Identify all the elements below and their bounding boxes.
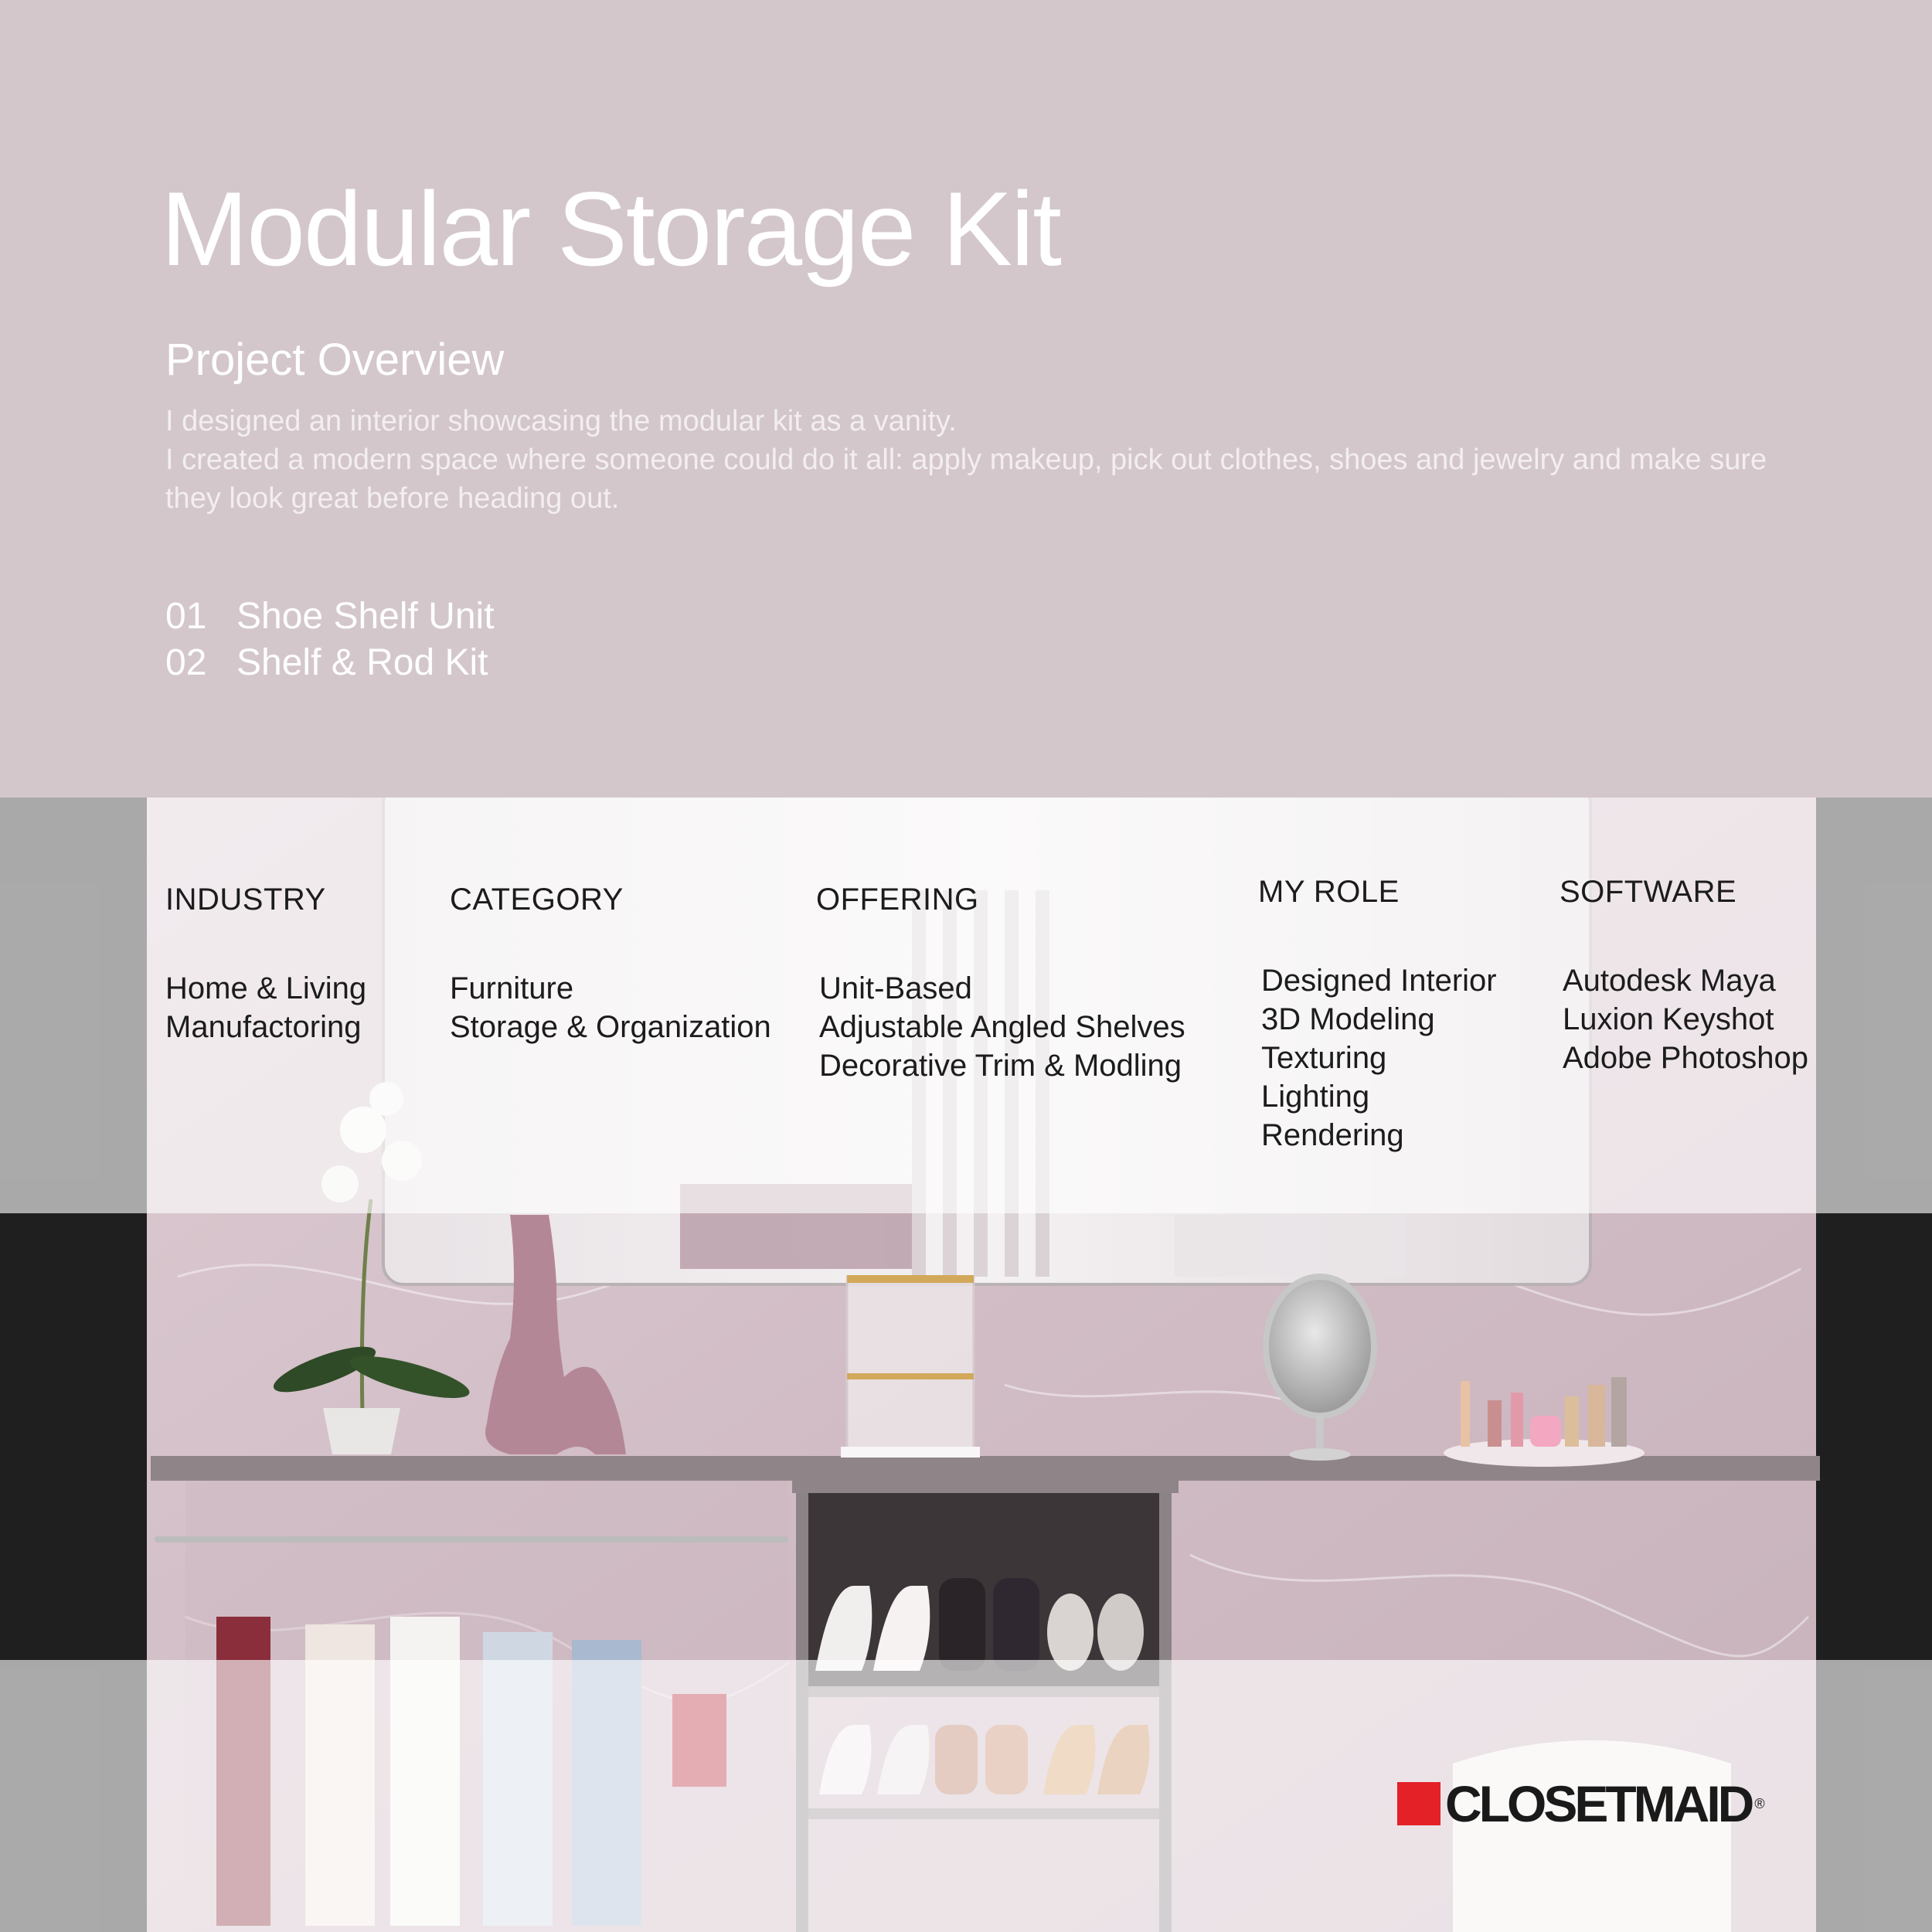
list-item: Adjustable Angled Shelves xyxy=(819,1010,1185,1044)
list-item: 3D Modeling xyxy=(1261,1002,1435,1036)
project-info xyxy=(0,798,1932,1213)
list-item: Autodesk Maya xyxy=(1563,964,1776,998)
overview-line: I designed an interior showcasing the modular kit as a vanity. xyxy=(165,405,957,437)
list-item: Home & Living xyxy=(165,971,367,1005)
part-number: 01 xyxy=(165,596,207,637)
header-panel xyxy=(0,0,1932,798)
logo-square-icon xyxy=(1397,1782,1440,1825)
category-list xyxy=(450,969,771,1046)
role-column xyxy=(1258,875,1497,1152)
industry-column xyxy=(165,883,367,1044)
list-item: Rendering xyxy=(1261,1118,1404,1152)
list-item: Furniture xyxy=(450,971,574,1005)
role-heading: MY ROLE xyxy=(1258,875,1400,909)
part-number: 02 xyxy=(165,642,207,683)
registered-mark: ® xyxy=(1754,1795,1765,1811)
shelf-left xyxy=(151,1456,792,1481)
part-label: Shoe Shelf Unit xyxy=(236,596,495,637)
list-item: Adobe Photoshop xyxy=(1563,1041,1809,1075)
hanging-rod xyxy=(155,1536,788,1543)
vanity-render xyxy=(0,798,1932,1932)
category-heading: CATEGORY xyxy=(450,883,624,917)
industry-list xyxy=(165,969,366,1046)
list-item: Lighting xyxy=(1261,1080,1370,1114)
list-item: Manufactoring xyxy=(165,1010,362,1044)
offering-column xyxy=(816,883,1185,1083)
list-item: Storage & Organization xyxy=(450,1010,771,1044)
list-item: Decorative Trim & Modling xyxy=(819,1049,1182,1083)
offering-list xyxy=(819,969,1185,1085)
list-item: Unit-Based xyxy=(819,971,972,1005)
shoe-unit-top xyxy=(792,1456,1179,1493)
software-column xyxy=(1560,875,1809,1075)
list-item: Designed Interior xyxy=(1261,964,1497,998)
overview-line: I created a modern space where someone could do it all: apply makeup, pick out clothes, shoes and jewelry and make sure they look great before heading out. xyxy=(165,444,1767,515)
role-list xyxy=(1261,961,1497,1155)
offering-heading: OFFERING xyxy=(816,883,979,917)
industry-heading: INDUSTRY xyxy=(165,883,326,917)
part-item xyxy=(165,640,495,686)
overview-heading: Project Overview xyxy=(165,335,505,385)
software-heading: SOFTWARE xyxy=(1560,875,1737,909)
closetmaid-logo xyxy=(1397,1775,1765,1832)
part-label: Shelf & Rod Kit xyxy=(236,642,488,683)
list-item: Luxion Keyshot xyxy=(1563,1002,1774,1036)
logo-text: CLOSETMAID xyxy=(1445,1775,1752,1832)
software-list xyxy=(1563,961,1808,1077)
page-title: Modular Storage Kit xyxy=(161,170,1060,287)
parts-list xyxy=(165,594,495,686)
part-item xyxy=(165,594,495,640)
list-item: Texturing xyxy=(1261,1041,1387,1075)
jewelry-stand xyxy=(841,1275,980,1458)
overview-text xyxy=(165,402,1827,518)
category-column xyxy=(450,883,771,1044)
